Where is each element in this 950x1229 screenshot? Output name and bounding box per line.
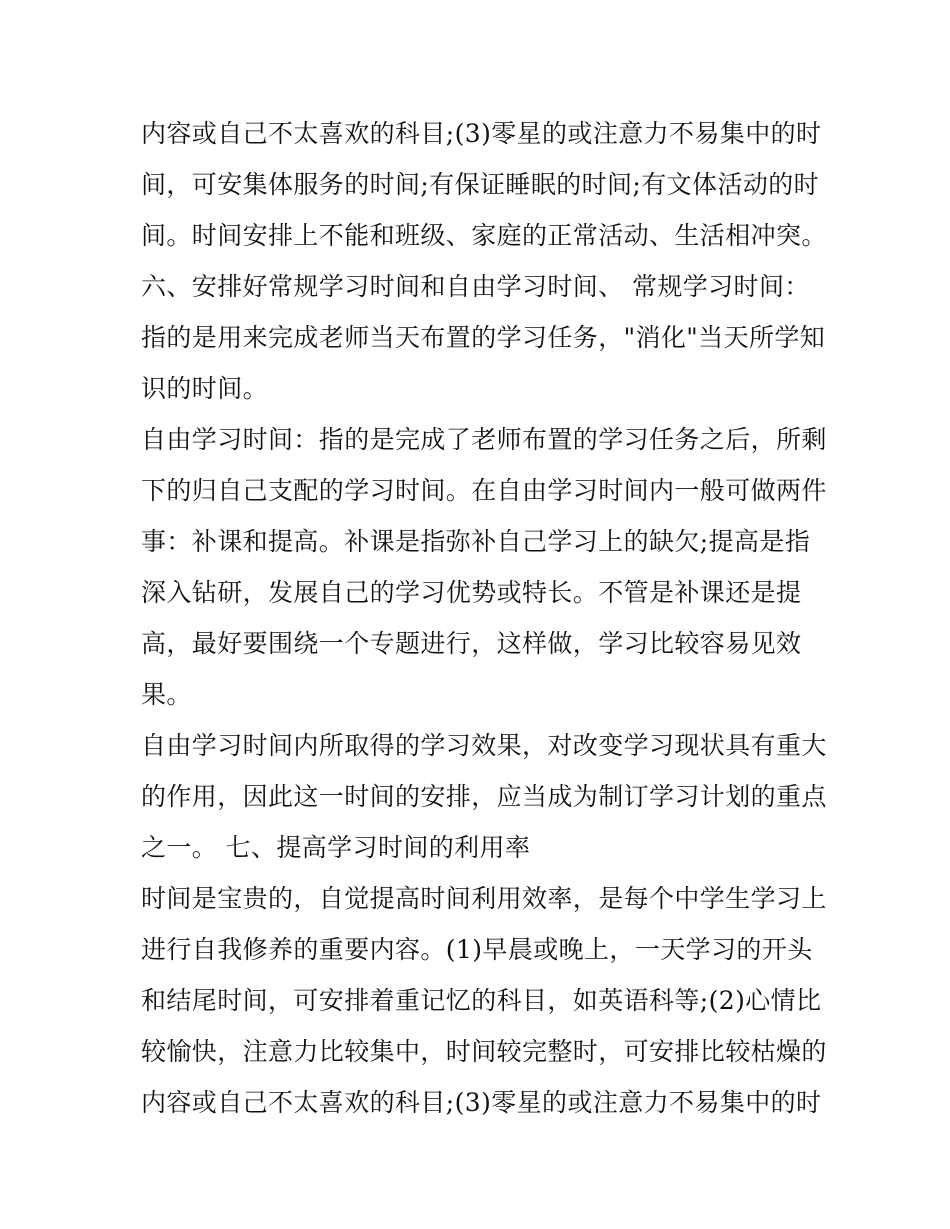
text-line: 较愉快，注意力比较集中，时间较完整时，可安排比较枯燥的 [141,1037,827,1066]
text-line: 间，可安集体服务的时间;有保证睡眠的时间;有文体活动的时 [141,170,820,199]
text-line: 自由学习时间内所取得的学习效果，对改变学习现状具有重大 [141,731,827,760]
text-line: 间。时间安排上不能和班级、家庭的正常活动、生活相冲突。 [141,221,827,250]
text-line: 六、安排好常规学习时间和自由学习时间、 常规学习时间： [141,272,810,301]
text-line: 的作用，因此这一时间的安排，应当成为制订学习计划的重点 [141,782,827,811]
text-line: 内容或自己不太喜欢的科目;(3)零星的或注意力不易集中的时 [141,119,822,148]
text-line: 下的归自己支配的学习时间。在自由学习时间内一般可做两件 [141,476,827,505]
text-line: 和结尾时间，可安排着重记忆的科目，如英语科等;(2)心情比 [141,986,822,1015]
text-line: 果。 [141,680,192,709]
text-line: 自由学习时间：指的是完成了老师布置的学习任务之后，所剩 [141,425,827,454]
text-line: 进行自我修养的重要内容。(1)早晨或晚上，一天学习的开头 [141,935,813,964]
text-line: 识的时间。 [141,374,269,403]
text-line: 内容或自己不太喜欢的科目;(3)零星的或注意力不易集中的时 [141,1088,822,1117]
text-line: 深入钻研，发展自己的学习优势或特长。不管是补课还是提 [141,578,802,607]
document-body [141,108,827,1128]
text-line: 时间是宝贵的，自觉提高时间利用效率，是每个中学生学习上 [141,884,827,913]
text-line: 事：补课和提高。补课是指弥补自己学习上的缺欠;提高是指 [141,527,811,556]
text-line: 指的是用来完成老师当天布置的学习任务，"消化"当天所学知 [141,323,826,352]
text-line: 高，最好要围绕一个专题进行，这样做，学习比较容易见效 [141,629,802,658]
text-line: 之一。 七、提高学习时间的利用率 [141,833,531,862]
